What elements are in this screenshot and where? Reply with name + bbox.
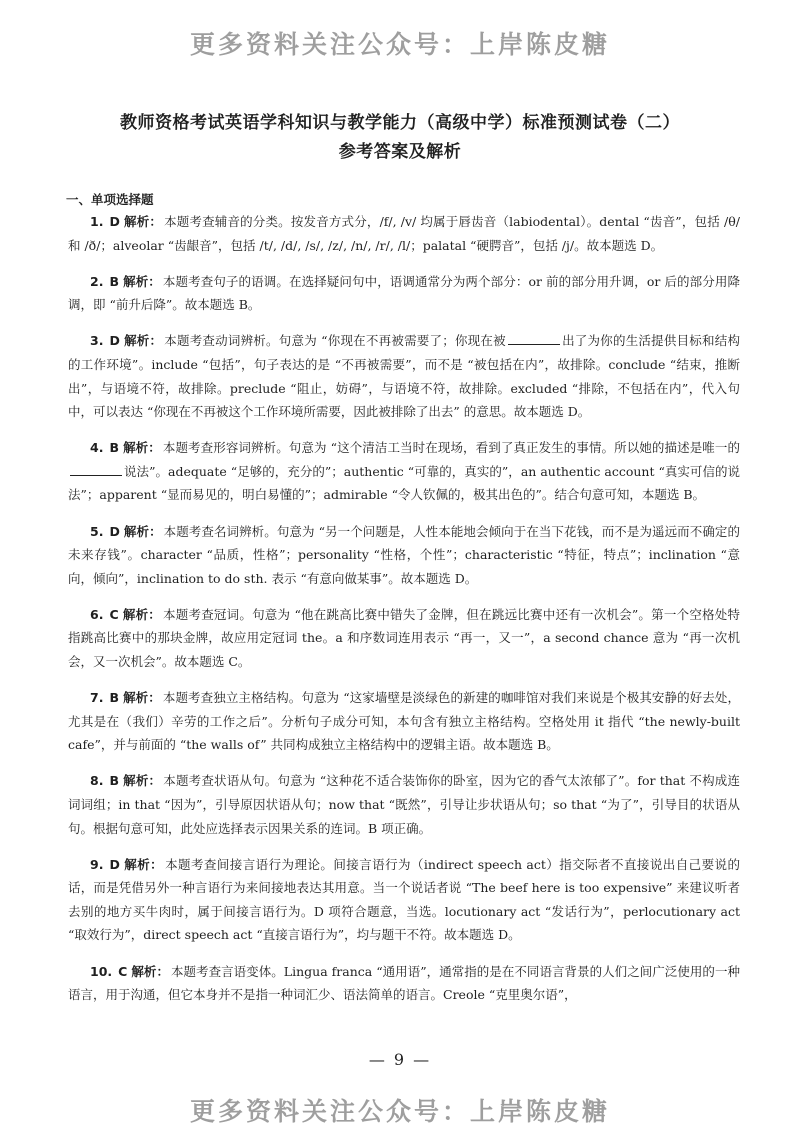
- answer-item: [68, 210, 740, 257]
- analysis-label: 解析：: [122, 273, 161, 289]
- item-answer: C: [109, 606, 119, 622]
- analysis-label: 解析：: [122, 690, 161, 706]
- item-text: 本题考查独立主格结构。句意为 “这家墙壁是淡绿色的新建的咖啡馆对我们来说是个极其安静的好去处，尤其是在（我们）辛劳的工作之后”。分析句子成分可知，本句含有独立主格结构。空格处用 it 指代 “the newly-built cafe”，并与前面的 “the walls of” 共同构成独立主格结构中的逻辑主语。故本题选 B。: [68, 690, 740, 753]
- page-subtitle: 参考答案及解析: [338, 142, 462, 162]
- answer-item: [68, 520, 740, 591]
- analysis-label: 解析：: [123, 333, 163, 349]
- item-answer: D: [109, 856, 120, 872]
- analysis-label: 解析：: [122, 606, 162, 622]
- item-number: 9.: [90, 856, 104, 872]
- item-answer: C: [118, 963, 128, 979]
- item-answer: D: [109, 214, 120, 229]
- item-number: 2.: [90, 273, 104, 289]
- answer-item: [68, 960, 740, 1007]
- answer-item: [68, 769, 740, 840]
- item-text: 本题考查间接言语行为理论。间接言语行为（indirect speech act）指交际者不直接说出自己要说的话，而是凭借另外一种言语行为来间接地表达其用意。当一个说话者说 “The beef here is too expensive” 来建议听者去别的地方买牛肉时，属于间接言语行为。D 项符合题意，当选。locutionary act “发话行为”，perlocutionary act “取效行为”，direct speech act “直接言语行为”，均与题干不符。故本题选 D。: [68, 856, 740, 943]
- analysis-label: 解析：: [123, 856, 164, 872]
- item-answer: D: [109, 523, 120, 539]
- item-answer: B: [109, 690, 119, 706]
- answer-item: [68, 603, 740, 674]
- item-answer: B: [109, 273, 119, 289]
- watermark-top: 更多资料关注公众号：上岸陈皮糖: [189, 30, 610, 59]
- item-text-continued: 出了为你的生活提供目标和结构的工作环境”。include “包括”，句子表达的是 “不再被需要”，而不是 “被包括在内”，故排除。conclude “结束，推断出”，与语境不符，故排除。preclude “阻止，妨碍”，与语境不符，故排除。excluded “排除，不包括在内”，代入句中，可以表达 “你现在不再被这个工作环境所需要，因此被排除了出去” 的意思。故本题选 D。: [68, 333, 740, 420]
- item-text: 本题考查形容词辨析。句意为 “这个清洁工当时在现场，看到了真正发生的事情。所以她的描述是唯一的: [162, 440, 740, 456]
- fill-blank: [508, 334, 560, 345]
- item-text: 本题考查状语从句。句意为 “这种花不适合装饰你的卧室，因为它的香气太浓郁了”。for that 不构成连词词组；in that “因为”，引导原因状语从句；now that “既然”，引导让步状语从句；so that “为了”，引导目的状语从句。根据句意可知，此处应选择表示因果关系的连词。B 项正确。: [68, 773, 740, 836]
- item-answer: B: [109, 440, 119, 456]
- answer-item: [68, 270, 740, 317]
- item-text-continued: 说法”。adequate “足够的，充分的”；authentic “可靠的，真实的”，an authentic account “真实可信的说法”；apparent “显而易见的，明白易懂的”；admirable “令人钦佩的，极其出色的”。结合句意可知，本题选 B。: [68, 463, 740, 503]
- item-text: 本题考查名词辨析。句意为 “另一个问题是，人性本能地会倾向于在当下花钱，而不是为遥远而不确定的未来存钱”。character “品质，性格”；personality “性格，个性”；characteristic “特征，特点”；inclination “意向，倾向”，inclination to do sth. 表示 “有意向做某事”。故本题选 D。: [68, 523, 740, 586]
- analysis-label: 解析：: [123, 523, 162, 539]
- item-number: 8.: [90, 773, 104, 789]
- answer-item: [68, 436, 740, 507]
- item-number: 6.: [90, 606, 104, 622]
- item-text: 本题考查言语变体。Lingua franca “通用语”，通常指的是在不同语言背景的人们之间广泛使用的一种语言，用于沟通，但它本身并不是指一种词汇少、语法简单的语言。Creole “克里奥尔语”，: [68, 963, 740, 1003]
- answer-list: [68, 210, 740, 1011]
- watermark-bottom: 更多资料关注公众号：上岸陈皮糖: [189, 1097, 610, 1126]
- answer-item: [68, 853, 740, 947]
- item-answer: D: [109, 333, 120, 349]
- item-text: 本题考查冠词。句意为 “他在跳高比赛中错失了金牌，但在跳远比赛中还有一次机会”。第一个空格处特指跳高比赛中的那块金牌，故应用定冠词 the。a 和序数词连用表示 “再一，又一”，a second chance 意为 “再一次机会，又一次机会”。故本题选 C。: [68, 606, 740, 669]
- item-text: 本题考查句子的语调。在选择疑问句中，语调通常分为两个部分：or 前的部分用升调，or 后的部分用降调，即 “前升后降”。故本题选 B。: [68, 273, 740, 313]
- item-number: 5.: [90, 523, 104, 539]
- analysis-label: 解析：: [122, 440, 161, 456]
- analysis-label: 解析：: [131, 963, 169, 979]
- answer-item: [68, 329, 740, 423]
- item-text: 本题考查动词辨析。句意为 “你现在不再被需要了；你现在被: [164, 333, 506, 349]
- analysis-label: 解析：: [123, 214, 163, 229]
- fill-blank: [70, 465, 122, 476]
- item-text: 本题考查辅音的分类。按发音方式分，/f/, /v/ 均属于唇齿音（labiodental）。dental “齿音”，包括 /θ/ 和 /ð/；alveolar “齿龈音”，包括 /t/, /d/, /s/, /z/, /n/, /r/, /l/；palatal “硬腭音”，包括 /j/。故本题选 D。: [68, 214, 740, 253]
- item-number: 10.: [90, 963, 113, 979]
- analysis-label: 解析：: [122, 773, 162, 789]
- item-number: 4.: [90, 440, 104, 456]
- item-number: 7.: [90, 690, 104, 706]
- item-number: 1.: [90, 214, 104, 229]
- item-number: 3.: [90, 333, 104, 349]
- page-title: 教师资格考试英语学科知识与教学能力（高级中学）标准预测试卷（二）: [120, 113, 680, 133]
- answer-item: [68, 686, 740, 757]
- page-number: — 9 —: [368, 1050, 432, 1069]
- item-answer: B: [109, 773, 119, 789]
- section-heading: 一、单项选择题: [66, 192, 154, 207]
